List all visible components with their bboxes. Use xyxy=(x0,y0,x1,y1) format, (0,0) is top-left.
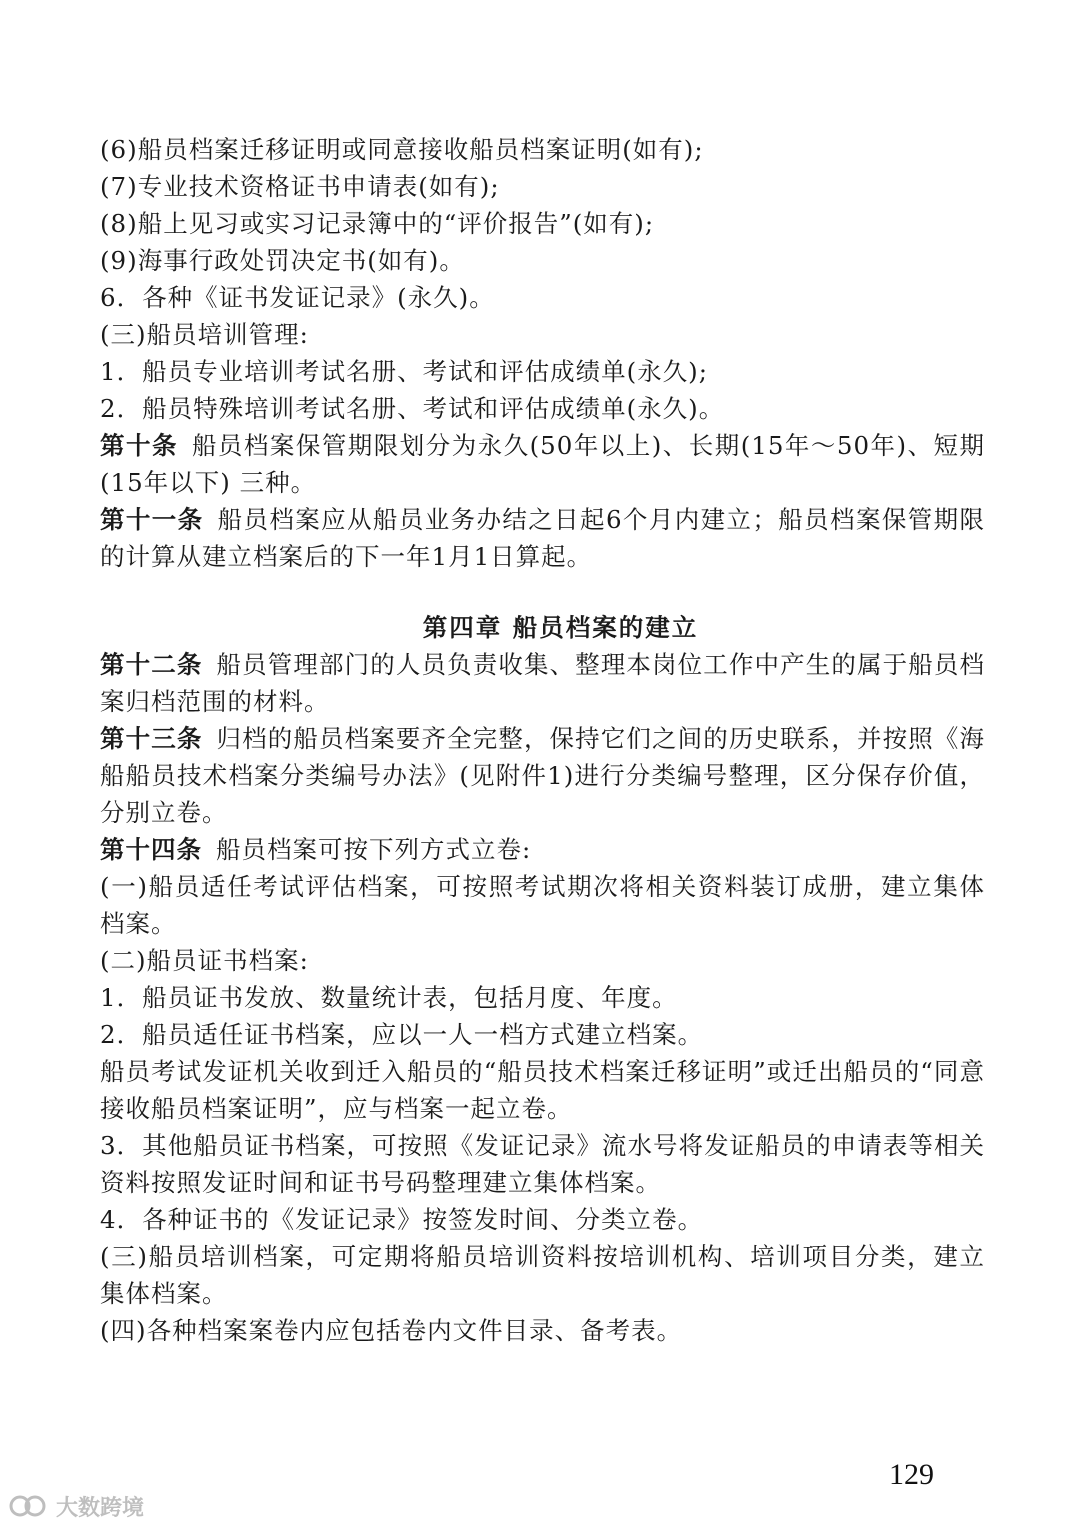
article-label: 第十条 xyxy=(100,431,178,460)
list-item: (8)船上见习或实习记录簿中的“评价报告”(如有); xyxy=(100,209,655,238)
article-11 xyxy=(100,501,985,575)
article-10 xyxy=(100,427,985,501)
chapter-title: 第四章 船员档案的建立 xyxy=(422,613,699,642)
article-text: 船员档案应从船员业务办结之日起6个月内建立；船员档案保管期限的计算从建立档案后的下一年1月1日算起。 xyxy=(100,505,986,571)
document-body xyxy=(100,131,985,1349)
watermark xyxy=(8,1490,144,1522)
list-item: (一)船员适任考试评估档案，可按照考试期次将相关资料装订成册，建立集体档案。 xyxy=(100,872,985,938)
list-item: 1．船员专业培训考试名册、考试和评估成绩单(永久); xyxy=(100,357,708,386)
article-13 xyxy=(100,720,985,831)
watermark-text: 大数跨境 xyxy=(56,1495,145,1521)
article-14 xyxy=(100,831,985,868)
section-heading: (三)船员培训管理: xyxy=(100,320,309,349)
article-label: 第十二条 xyxy=(100,650,203,679)
list-item: 3．其他船员证书档案，可按照《发证记录》流水号将发证船员的申请表等相关资料按照发证时间和证书号码整理建立集体档案。 xyxy=(100,1131,985,1197)
article-12 xyxy=(100,646,985,720)
article-text: 船员管理部门的人员负责收集、整理本岗位工作中产生的属于船员档案归档范围的材料。 xyxy=(100,650,985,716)
article-label: 第十四条 xyxy=(100,835,202,864)
list-item: 船员考试发证机关收到迁入船员的“船员技术档案迁移证明”或迁出船员的“同意接收船员档案证明”，应与档案一起立卷。 xyxy=(100,1057,985,1123)
article-text: 船员档案可按下列方式立卷: xyxy=(216,835,532,864)
article-label: 第十三条 xyxy=(100,724,203,753)
list-item: (9)海事行政处罚决定书(如有)。 xyxy=(100,246,465,275)
list-item: (7)专业技术资格证书申请表(如有); xyxy=(100,172,500,201)
list-item: 1．船员证书发放、数量统计表，包括月度、年度。 xyxy=(100,983,678,1012)
article-text: 归档的船员档案要齐全完整，保持它们之间的历史联系，并按照《海船船员技术档案分类编号办法》(见附件1)进行分类编号整理，区分保存价值，分别立卷。 xyxy=(100,724,985,827)
list-item: 2．船员特殊培训考试名册、考试和评估成绩单(永久)。 xyxy=(100,394,725,423)
article-label: 第十一条 xyxy=(100,505,204,534)
list-item: (三)船员培训档案，可定期将船员培训资料按培训机构、培训项目分类，建立集体档案。 xyxy=(100,1242,985,1308)
section-heading: (二)船员证书档案: xyxy=(100,946,309,975)
list-item: 2．船员适任证书档案，应以一人一档方式建立档案。 xyxy=(100,1020,704,1049)
list-item: 4．各种证书的《发证记录》按签发时间、分类立卷。 xyxy=(100,1205,704,1234)
article-text: 船员档案保管期限划分为永久(50年以上)、长期(15年～50年)、短期(15年以下) 三种。 xyxy=(100,431,986,497)
list-item: 6．各种《证书发证记录》(永久)。 xyxy=(100,283,495,312)
brand-logo-icon xyxy=(8,1493,48,1519)
list-item: (6)船员档案迁移证明或同意接收船员档案证明(如有); xyxy=(100,135,704,164)
list-item: (四)各种档案案卷内应包括卷内文件目录、备考表。 xyxy=(100,1316,683,1345)
page-number: 129 xyxy=(889,1458,934,1491)
